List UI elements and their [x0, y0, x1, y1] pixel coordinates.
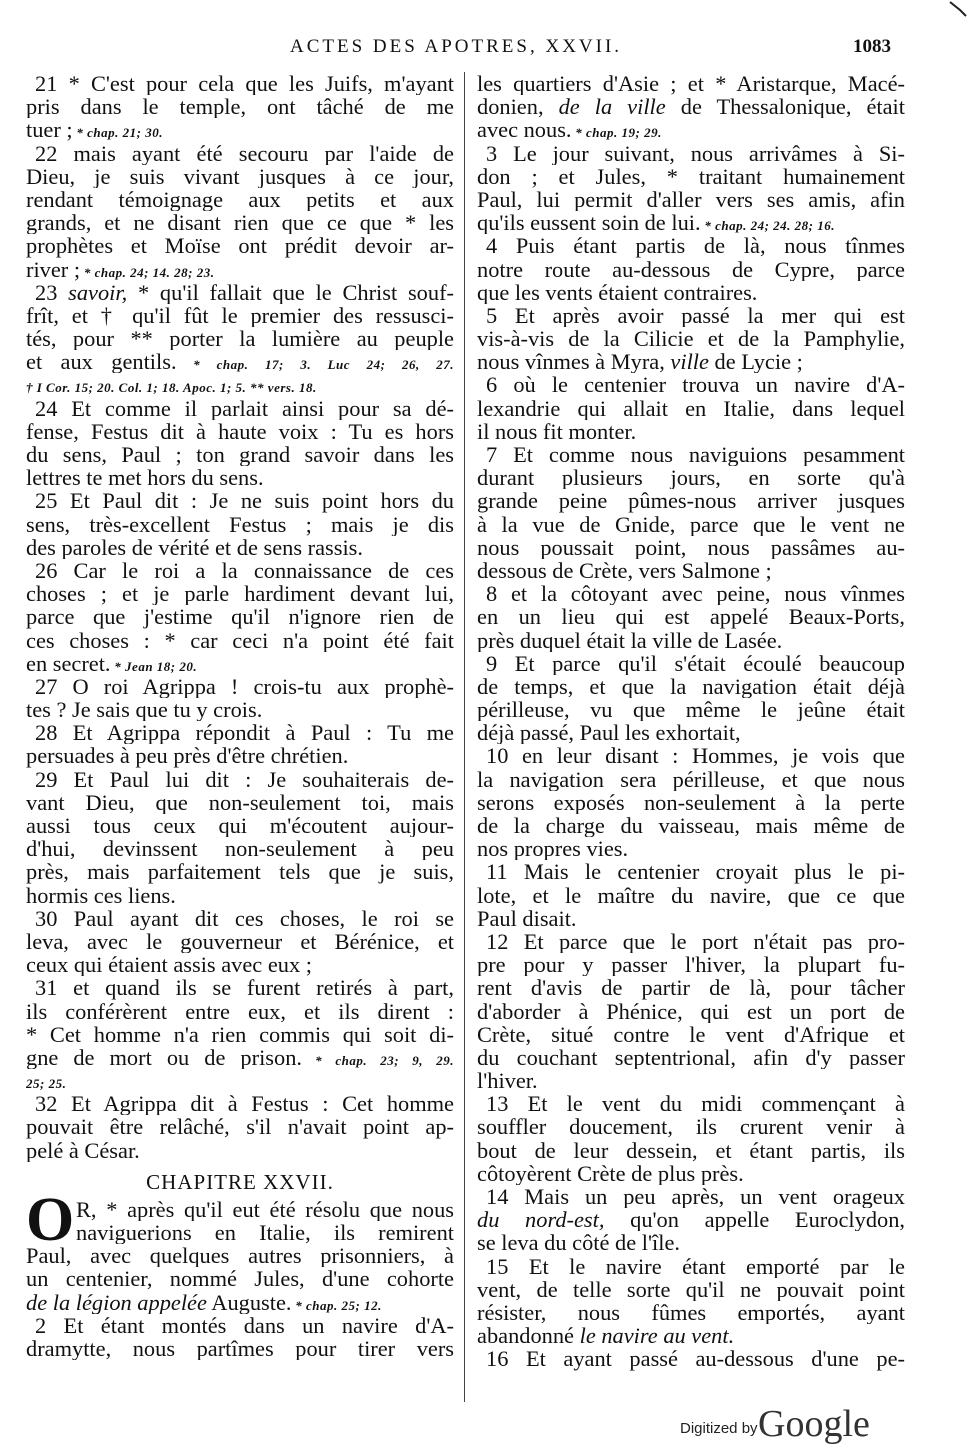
cross-reference: * chap. 17; 3. Luc 24; 26, 27. — [176, 357, 454, 373]
text-line — [26, 304, 454, 327]
verse-text: vent, de telle sorte qu'il ne pouvait point — [477, 1277, 905, 1301]
text-line — [477, 258, 905, 281]
verse-text: Mais le centenier croyait plus le pi- — [507, 860, 905, 884]
text-line — [26, 420, 454, 443]
text-line — [26, 582, 454, 605]
text-line — [477, 1092, 905, 1115]
text-line — [477, 466, 905, 489]
verse-text: déjà passé, Paul les exhortait, — [477, 721, 741, 745]
text-line — [477, 1208, 905, 1231]
text-line — [477, 1255, 905, 1278]
verse-text: qu'ils eussent soin de lui. — [477, 211, 701, 235]
text-line — [477, 860, 905, 883]
verse-text: Et Agrippa répondit à Paul : Tu me — [57, 721, 454, 745]
verse-text: lote, et le maître du navire, que ce que — [477, 883, 905, 907]
text-line — [26, 142, 454, 165]
text-line — [26, 884, 454, 907]
text-line — [26, 698, 454, 721]
verse-text: ils conférèrent entre eux, et ils dirent : — [26, 999, 454, 1023]
verse-text: aussi tous ceux qui m'écoutent aujour- — [26, 814, 454, 838]
verse-text: ces choses : * car ceci n'a point été fait — [26, 628, 454, 652]
text-line — [26, 605, 454, 628]
verse-text: parce que j'estime qu'il n'ignore rien de — [26, 605, 454, 629]
text-line — [26, 1069, 454, 1092]
verse-text: de la légion appelée Auguste. — [26, 1290, 292, 1314]
text-line — [477, 1347, 905, 1370]
verse-text: Et comme nous naviguions pesamment — [497, 443, 905, 467]
verse-text: et aux gentils. — [26, 350, 177, 374]
text-line — [477, 165, 905, 188]
cross-reference: * chap. 25; 12. — [291, 1297, 382, 1313]
verse-text: de temps, et que la navigation était déjà — [477, 674, 905, 699]
verse-text: leva, avec le gouverneur et Bérénice, et — [26, 929, 454, 954]
verse-number: 13 — [486, 1092, 509, 1116]
verse-text: tuer ; — [26, 118, 73, 142]
text-line — [477, 907, 905, 930]
verse-text: river ; — [26, 257, 81, 281]
verse-text: tés, pour ** porter la lumière au peuple — [26, 327, 454, 351]
verse-text: notre route au-dessous de Cypre, parce — [477, 257, 905, 281]
verse-text: abandonné le navire au vent. — [477, 1324, 735, 1348]
verse-text: Paul, lui permit d'aller vers ses amis, afin — [477, 187, 905, 212]
text-line — [477, 1324, 905, 1347]
text-line — [477, 721, 905, 744]
verse-text: Et parce qu'il s'était écoulé beaucoup — [497, 651, 905, 675]
verse-text: Et le vent du midi commençant à — [508, 1092, 905, 1116]
verse-text: en un lieu qui est appelé Beaux-Ports, — [477, 605, 905, 629]
chapter-heading: CHAPITRE XXVII. — [146, 1169, 334, 1194]
text-line — [477, 652, 905, 675]
text-line — [26, 373, 454, 396]
verse-text: vis-à-vis de la Cilicie et de la Pamphylie, — [477, 327, 905, 351]
text-line — [26, 1314, 454, 1337]
verse-text: pelé à César. — [26, 1138, 140, 1162]
text-line — [26, 211, 454, 234]
verse-number: 16 — [486, 1347, 509, 1371]
verse-number: 5 — [486, 303, 498, 328]
verse-text: gne de mort ou de prison. — [26, 1045, 302, 1070]
text-line — [26, 768, 454, 791]
text-line — [477, 675, 905, 698]
verse-text: savoir, * qu'il fallait que le Christ souf- — [68, 280, 454, 304]
text-line — [26, 536, 454, 559]
verse-number: 32 — [35, 1092, 58, 1116]
text-line — [477, 1278, 905, 1301]
left-column — [26, 72, 454, 1360]
verse-text: hormis ces liens. — [26, 883, 176, 907]
verse-text: se leva du côté de l'île. — [477, 1231, 680, 1255]
text-line — [477, 281, 905, 304]
verse-number: 7 — [486, 443, 498, 467]
text-line — [477, 211, 905, 234]
verse-text: Et Agrippa dit à Festus : Cet homme — [57, 1092, 454, 1116]
verse-text: Et le navire étant emporté par le — [508, 1254, 905, 1278]
text-line — [26, 466, 454, 489]
verse-text: Et ayant passé au-dessous d'une pe- — [508, 1347, 905, 1371]
verse-number: 14 — [486, 1185, 509, 1209]
verse-text: la navigation sera périlleuse, et que nous — [477, 767, 905, 791]
text-line — [477, 814, 905, 837]
cross-reference: * chap. 24; 24. 28; 16. — [700, 218, 836, 234]
verse-text: Crète, situé contre le vent d'Afrique et — [477, 1022, 905, 1046]
verse-text: Et Paul lui dit : Je souhaiterais de- — [57, 767, 454, 791]
cross-reference: * Jean 18; 20. — [110, 658, 198, 674]
drop-cap: O — [26, 1185, 75, 1254]
digitized-label: Digitized by — [680, 1420, 758, 1437]
text-line — [477, 791, 905, 814]
verse-text: pouvait être relâché, s'il n'avait point ap- — [26, 1115, 454, 1139]
text-line — [26, 95, 454, 118]
text-line — [477, 884, 905, 907]
text-line — [477, 1023, 905, 1046]
text-line — [26, 327, 454, 350]
verse-text: Paul ayant dit ces choses, le roi se — [57, 906, 454, 930]
text-line — [26, 652, 454, 675]
verse-text: dramytte, nous partîmes pour tirer vers — [26, 1336, 454, 1361]
text-line — [477, 72, 905, 95]
cross-reference: * chap. 21; 30. — [72, 125, 163, 141]
verse-text: d'aborder à Phénice, qui est un port de — [477, 999, 905, 1023]
text-line — [26, 837, 454, 860]
verse-text: donien, de la ville de Thessalonique, était — [477, 95, 905, 119]
verse-text: Car le roi a la connaissance de ces — [57, 558, 454, 583]
verse-number: 9 — [486, 651, 498, 675]
text-line — [477, 1046, 905, 1069]
verse-text: l'hiver. — [477, 1069, 538, 1093]
verse-text: des paroles de vérité et de sens rassis. — [26, 535, 363, 559]
verse-text: lexandrie qui allait en Italie, dans lequel — [477, 396, 905, 420]
corner-tick-icon — [948, 0, 968, 18]
text-line — [477, 234, 905, 257]
text-line — [477, 1139, 905, 1162]
verse-number: 27 — [35, 674, 58, 699]
text-line — [26, 118, 454, 141]
verse-text: d'hui, devinssent non-seulement à peu — [26, 837, 454, 861]
column-divider — [464, 72, 465, 1402]
verse-text: de la charge du vaisseau, mais même de — [477, 814, 905, 838]
verse-text: du sens, Paul ; ton grand savoir dans les — [26, 443, 454, 467]
text-line — [477, 443, 905, 466]
text-line — [26, 397, 454, 420]
cross-reference: * chap. 24; 14. 28; 23. — [80, 264, 215, 280]
running-title: ACTES DES APOTRES, XXVII. — [290, 36, 623, 57]
verse-text: et quand ils se furent retirés à part, — [57, 976, 454, 1000]
text-line — [477, 420, 905, 443]
verse-number: 2 — [35, 1313, 47, 1337]
text-line — [26, 1198, 454, 1221]
text-line — [477, 142, 905, 165]
text-line — [477, 698, 905, 721]
verse-text: grande peine pûmes-nous arriver jusques — [477, 489, 905, 513]
text-line — [26, 1291, 454, 1314]
text-line — [477, 744, 905, 767]
verse-number: 22 — [35, 141, 58, 165]
verse-number: 23 — [35, 280, 58, 304]
text-line — [477, 188, 905, 211]
verse-text: Et parce que le port n'était pas pro- — [508, 929, 905, 954]
text-line — [26, 1000, 454, 1023]
text-line — [477, 953, 905, 976]
verse-text: il nous fit monter. — [477, 419, 637, 443]
cross-reference: 25; 25. — [26, 1076, 67, 1092]
text-line — [477, 582, 905, 605]
verse-text: périlleuse, vu que même le jeûne était — [477, 698, 905, 722]
verse-text: Paul disait. — [477, 906, 577, 930]
verse-text: mais ayant été secouru par l'aide de — [57, 141, 454, 165]
text-line — [477, 1000, 905, 1023]
verse-text: sens, très-excellent Festus ; mais je dis — [26, 512, 454, 536]
verse-number: 29 — [35, 767, 58, 791]
text-line — [26, 953, 454, 976]
text-line — [26, 258, 454, 281]
verse-text: Et après avoir passé la mer qui est — [497, 303, 905, 328]
text-line — [477, 489, 905, 512]
text-line — [26, 907, 454, 930]
text-line — [26, 675, 454, 698]
verse-text: fense, Festus dit à haute voix : Tu es hors — [26, 419, 454, 443]
verse-text: don ; et Jules, * traitant humainement — [477, 164, 905, 188]
verse-text: résister, nous fûmes emportés, ayant — [477, 1300, 905, 1325]
page-number: 1083 — [853, 36, 891, 57]
verse-text: grands, et ne disant rien que ce que * les — [26, 211, 454, 235]
text-line — [26, 1023, 454, 1046]
text-line — [477, 1185, 905, 1208]
text-line — [477, 837, 905, 860]
right-column — [477, 72, 905, 1371]
text-line — [477, 304, 905, 327]
verse-text: un centenier, nommé Jules, d'une cohorte — [26, 1267, 454, 1291]
verse-text: où le centenier trouva un navire d'A- — [497, 373, 905, 397]
verse-text: que les vents étaient contraires. — [477, 280, 758, 304]
verse-text: choses ; et je parle hardiment devant lui, — [26, 582, 454, 606]
text-line — [26, 281, 454, 304]
verse-text: Et Paul dit : Je ne suis point hors du — [57, 489, 454, 513]
text-line — [477, 536, 905, 559]
text-line — [477, 559, 905, 582]
text-line — [26, 1337, 454, 1360]
text-line — [477, 1069, 905, 1092]
text-line — [26, 814, 454, 837]
verse-text: O roi Agrippa ! crois-tu aux prophè- — [57, 674, 454, 699]
text-line — [477, 1162, 905, 1185]
text-line — [26, 1267, 454, 1290]
verse-text: du couchant septentrional, afin d'y passer — [477, 1045, 905, 1070]
verse-text: à la vue de Gnide, parce que le vent ne — [477, 512, 905, 536]
text-line — [26, 559, 454, 582]
text-line — [477, 350, 905, 373]
text-line — [26, 234, 454, 257]
text-line — [26, 489, 454, 512]
text-line — [26, 744, 454, 767]
verse-text: dessous de Crète, vers Salmone ; — [477, 558, 772, 583]
text-line — [26, 1244, 454, 1267]
verse-text: tes ? Je sais que tu y crois. — [26, 698, 263, 722]
verse-number: 21 — [35, 72, 58, 96]
verse-text: rendant témoignage aux petits et aux — [26, 187, 454, 212]
verse-number: 30 — [35, 906, 58, 930]
text-line — [477, 1231, 905, 1254]
verse-text: pris dans le temple, ont tâché de me — [26, 95, 454, 119]
text-line — [477, 95, 905, 118]
verse-number: 25 — [35, 489, 58, 513]
verse-number: 4 — [486, 234, 498, 258]
verse-text: avec nous. — [477, 118, 572, 142]
verse-text: du nord-est, qu'on appelle Euroclydon, — [477, 1208, 905, 1232]
verse-number: 6 — [486, 373, 498, 397]
verse-text: R, * après qu'il eut été résolu que nous — [76, 1197, 454, 1221]
verse-number: 28 — [35, 721, 58, 745]
verse-number: 26 — [35, 558, 58, 583]
text-line — [477, 930, 905, 953]
text-line — [477, 373, 905, 396]
text-line — [26, 1046, 454, 1069]
text-line — [477, 327, 905, 350]
text-line — [477, 1115, 905, 1138]
verse-text: * C'est pour cela que les Juifs, m'ayant — [57, 72, 454, 96]
text-line — [26, 1092, 454, 1115]
verse-text: en secret. — [26, 651, 111, 675]
verse-text: nos propres vies. — [477, 837, 629, 861]
verse-number: 31 — [35, 976, 58, 1000]
text-line — [477, 976, 905, 999]
cross-reference: † I Cor. 15; 20. Col. 1; 18. Apoc. 1; 5. ** vers. 18. — [26, 380, 317, 396]
verse-text: prophètes et Moïse ont prédit devoir ar- — [26, 234, 454, 258]
verse-text: ceux qui étaient assis avec eux ; — [26, 953, 312, 977]
verse-number: 3 — [486, 141, 498, 165]
text-line — [477, 513, 905, 536]
text-line — [26, 350, 454, 373]
verse-number: 15 — [486, 1254, 509, 1278]
verse-text: bout de leur dessein, et étant partis, ils — [477, 1138, 905, 1162]
verse-text: et la côtoyant avec peine, nous vînmes — [497, 582, 905, 606]
text-line — [26, 721, 454, 744]
text-line — [26, 930, 454, 953]
verse-text: persuades à peu près d'être chrétien. — [26, 744, 349, 768]
text-line — [477, 629, 905, 652]
verse-text: les quartiers d'Asie ; et * Aristarque, Macé- — [477, 72, 905, 96]
cross-reference: * chap. 19; 29. — [571, 125, 662, 141]
verse-text: près, mais parfaitement tels que je suis, — [26, 860, 454, 884]
verse-text: près duquel était la ville de Lasée. — [477, 628, 783, 652]
verse-text: Le jour suivant, nous arrivâmes à Si- — [497, 141, 905, 165]
text-line — [26, 1139, 454, 1162]
verse-text: naviguerions en Italie, ils remirent — [76, 1221, 454, 1245]
text-line — [477, 1301, 905, 1324]
text-line — [26, 72, 454, 95]
verse-text: lettres te met hors du sens. — [26, 466, 264, 490]
verse-text: nous poussait point, nous passâmes au- — [477, 535, 905, 559]
text-line — [26, 165, 454, 188]
verse-text: Paul, avec quelques autres prisonniers, à — [26, 1244, 454, 1268]
verse-number: 10 — [486, 744, 509, 768]
chapter-opening — [26, 1185, 454, 1254]
verse-number: 11 — [486, 860, 508, 884]
text-line — [26, 1221, 454, 1244]
verse-text: pre pour y passer l'hiver, la plupart fu- — [477, 953, 905, 977]
google-logo: Google — [758, 1403, 870, 1445]
verse-number: 8 — [486, 582, 498, 606]
text-line — [26, 443, 454, 466]
verse-text: en leur disant : Hommes, je vois que — [508, 744, 905, 768]
text-line — [477, 397, 905, 420]
verse-text: nous vînmes à Myra, ville de Lycie ; — [477, 350, 803, 374]
text-line — [26, 629, 454, 652]
verse-text: côtoyèrent Crète de plus près. — [477, 1161, 744, 1185]
verse-text: Et étant montés dans un navire d'A- — [46, 1313, 454, 1337]
verse-text: Et comme il parlait ainsi pour sa dé- — [57, 396, 454, 420]
page-header — [0, 36, 972, 62]
verse-text: Puis étant partis de là, nous tînmes — [497, 234, 905, 258]
verse-number: 24 — [35, 396, 58, 420]
text-line — [26, 1115, 454, 1138]
text-line — [26, 513, 454, 536]
text-line — [26, 976, 454, 999]
verse-text: rent d'avis de partir de là, pour tâcher — [477, 976, 905, 1000]
verse-text: * Cet homme n'a rien commis qui soit di- — [26, 1022, 454, 1046]
verse-number: 12 — [486, 929, 509, 954]
text-line — [477, 118, 905, 141]
verse-text: durant plusieurs jours, en sorte qu'à — [477, 466, 905, 490]
text-line — [26, 188, 454, 211]
verse-text: Dieu, je suis vivant jusques à ce jour, — [26, 164, 454, 188]
verse-text: vant Dieu, que non-seulement toi, mais — [26, 790, 454, 814]
text-line — [26, 791, 454, 814]
verse-text: souffler doucement, ils crurent venir à — [477, 1115, 905, 1139]
text-line — [26, 860, 454, 883]
verse-text: serons exposés non-seulement à la perte — [477, 790, 905, 814]
text-line — [477, 605, 905, 628]
verse-text: Mais un peu après, un vent orageux — [508, 1185, 905, 1209]
text-line — [477, 768, 905, 791]
verse-text: frît, et † qu'il fût le premier des ressusci- — [26, 303, 454, 328]
cross-reference: * chap. 23; 9, 29. — [302, 1052, 454, 1068]
